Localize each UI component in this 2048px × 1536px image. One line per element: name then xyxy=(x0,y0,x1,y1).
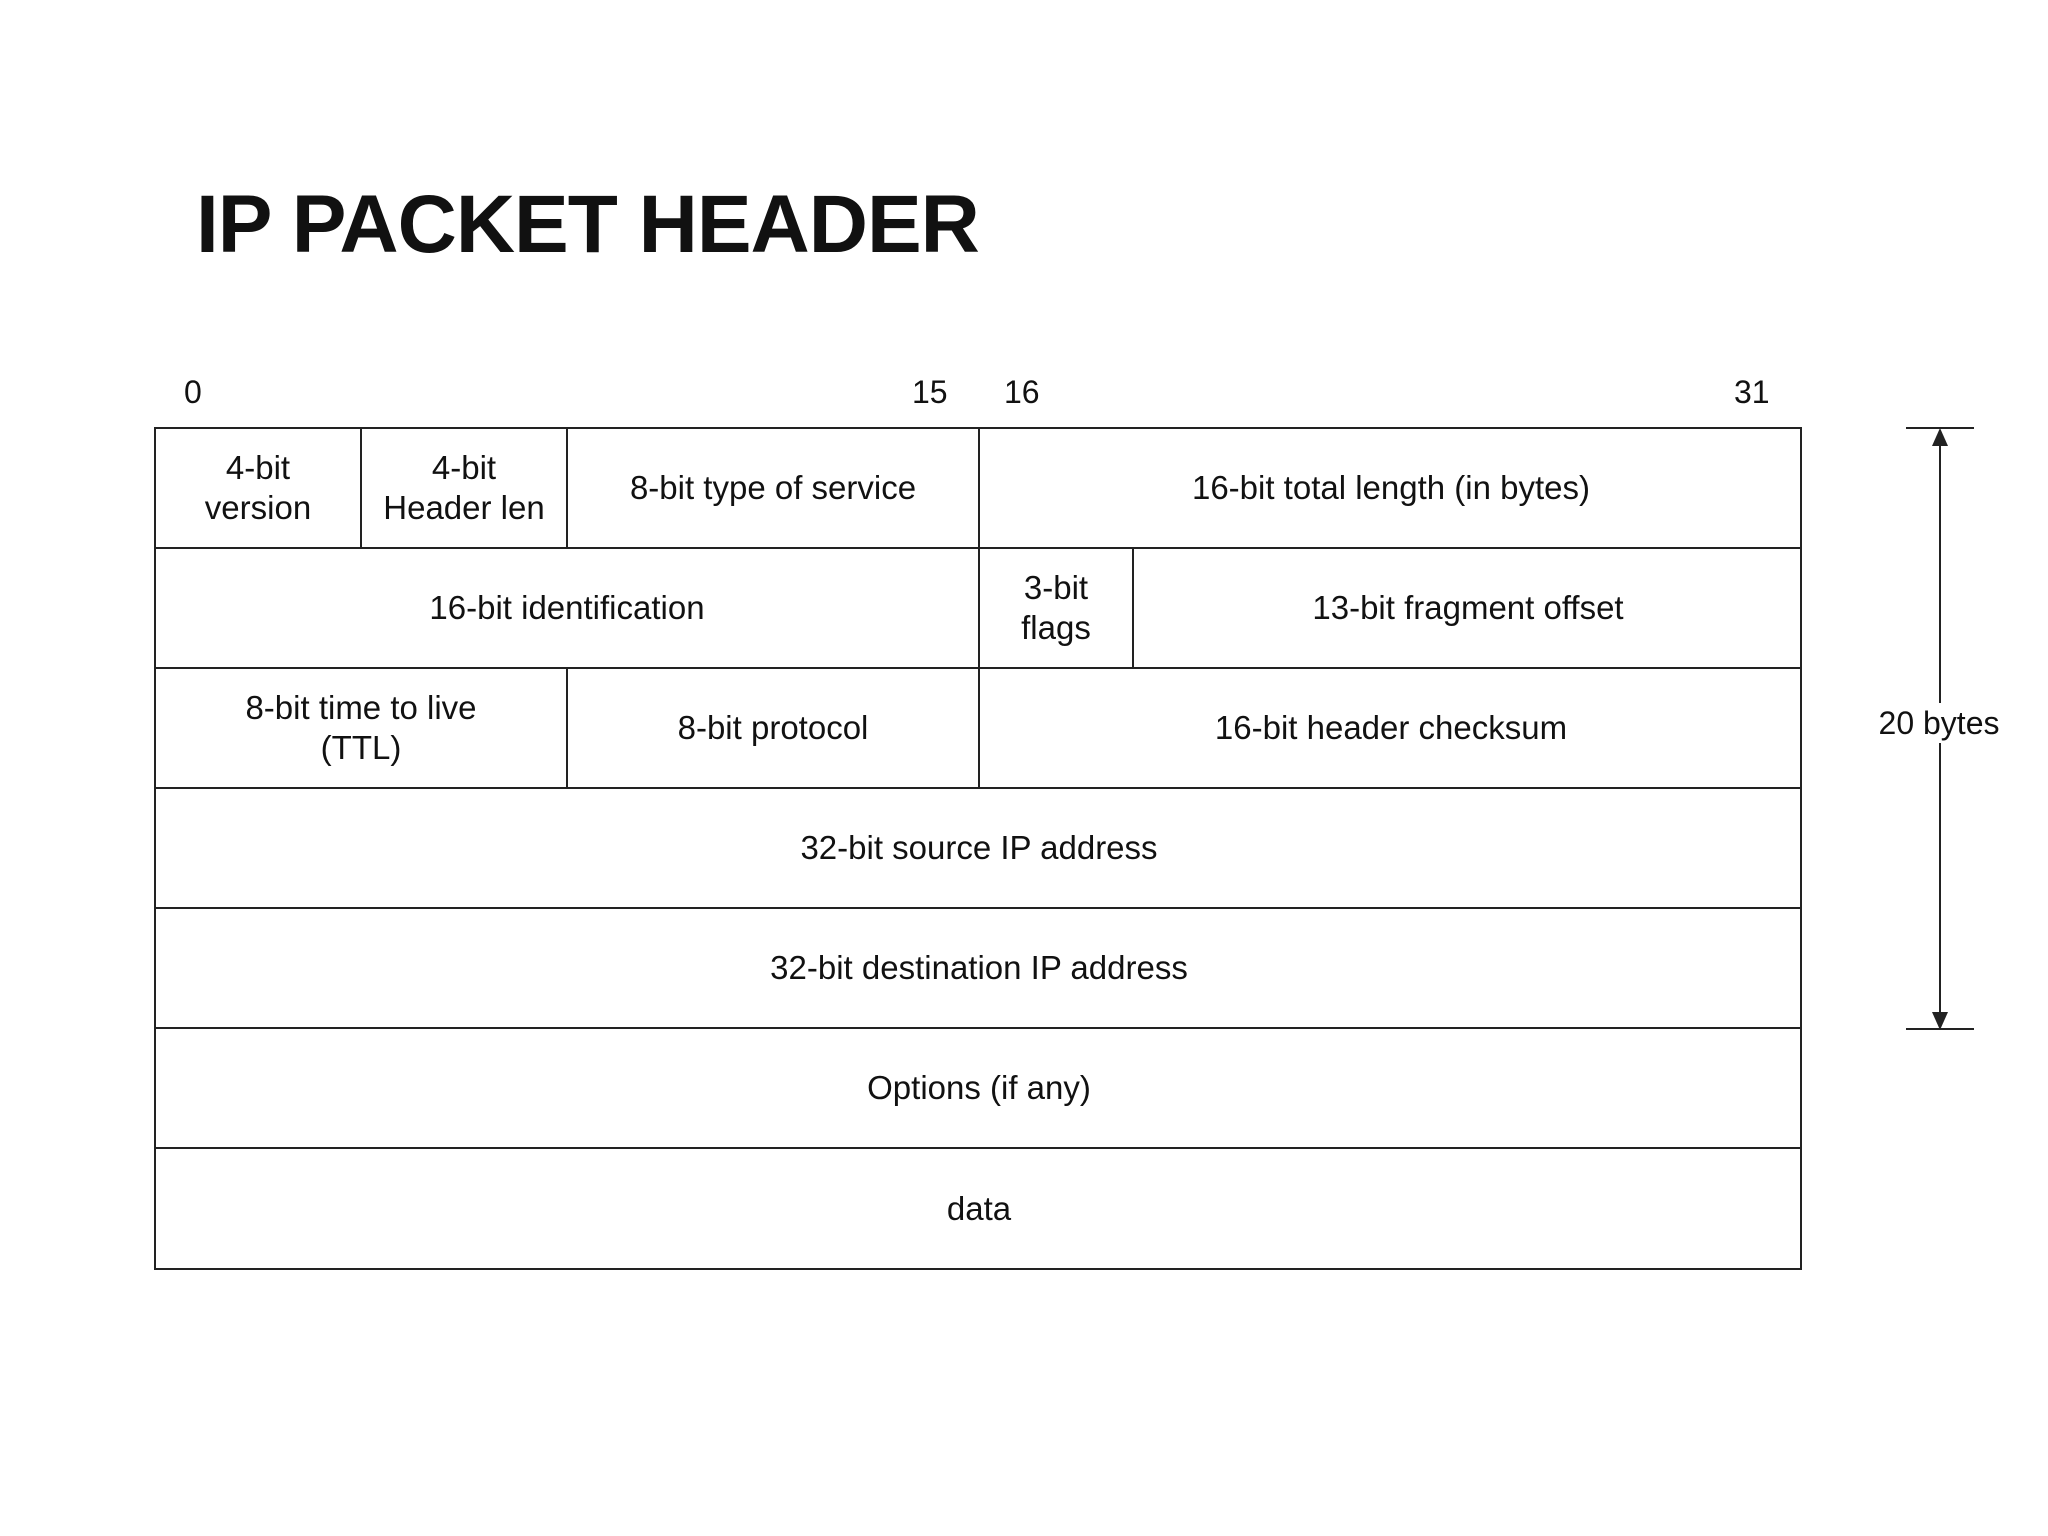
field-destination-ip: 32-bit destination IP address xyxy=(156,909,1802,1029)
bit-position-15: 15 xyxy=(912,374,948,410)
ip-header-diagram xyxy=(154,427,1802,1270)
field-total-length: 16-bit total length (in bytes) xyxy=(980,429,1802,549)
field-header-length: 4-bit Header len xyxy=(362,429,568,549)
field-options: Options (if any) xyxy=(156,1029,1802,1149)
field-fragment-offset: 13-bit fragment offset xyxy=(1134,549,1802,669)
header-size-label: 20 bytes xyxy=(1868,703,2010,743)
arrow-down-icon xyxy=(1932,1012,1948,1030)
field-data: data xyxy=(946,1189,1012,1227)
field-source-ip: 32-bit source IP address xyxy=(156,789,1802,909)
page-title: IP PACKET HEADER xyxy=(196,179,979,270)
field-identification: 16-bit identification xyxy=(156,549,980,669)
field-flags: 3-bit flags xyxy=(980,549,1134,669)
arrow-up-icon xyxy=(1932,428,1948,446)
field-version: 4-bit version xyxy=(156,429,362,549)
field-type-of-service: 8-bit type of service xyxy=(568,429,980,549)
field-protocol: 8-bit protocol xyxy=(568,669,980,789)
field-header-checksum: 16-bit header checksum xyxy=(980,669,1802,789)
bit-position-16: 16 xyxy=(1004,374,1040,410)
bit-position-31: 31 xyxy=(1734,374,1770,410)
field-time-to-live: 8-bit time to live (TTL) xyxy=(156,669,568,789)
bit-position-0: 0 xyxy=(184,374,202,410)
